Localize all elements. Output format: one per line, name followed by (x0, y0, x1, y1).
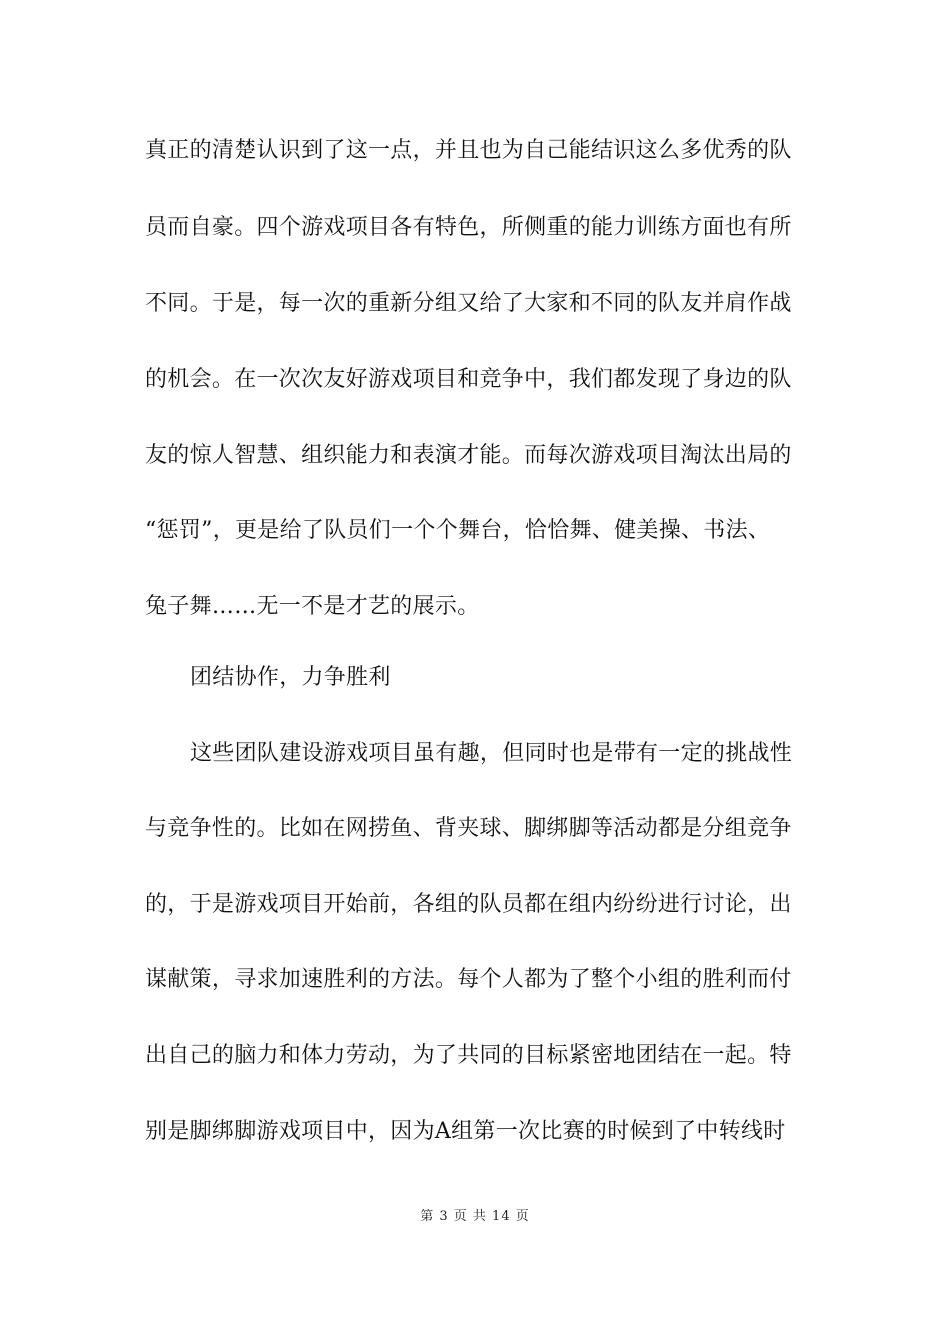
body-line-8: 这些团队建设游戏项目虽有趣，但同时也是带有一定的挑战性 (190, 741, 793, 766)
body-line-2: 员而自豪。四个游戏项目各有特色，所侧重的能力训练方面也有所 (145, 215, 792, 240)
body-line-11: 谋献策，寻求加速胜利的方法。每个人都为了整个小组的胜利而付 (145, 967, 792, 992)
body-line-3: 不同。于是，每一次的重新分组又给了大家和不同的队友并肩作战 (145, 291, 792, 316)
body-line-6: “惩罚”，更是给了队员们一个个舞台，恰恰舞、健美操、书法、 (145, 518, 771, 543)
body-line-5: 友的惊人智慧、组织能力和表演才能。而每次游戏项目淘汰出局的 (145, 443, 792, 468)
body-line-13: 别是脚绑脚游戏项目中，因为A组第一次比赛的时候到了中转线时 (145, 1119, 786, 1144)
body-line-9: 与竞争性的。比如在网捞鱼、背夹球、脚绑脚等活动都是分组竞争 (145, 816, 792, 841)
body-line-12: 出自己的脑力和体力劳动，为了共同的目标紧密地团结在一起。特 (145, 1043, 792, 1068)
body-line-10: 的，于是游戏项目开始前，各组的队员都在组内纷纷进行讨论，出 (145, 892, 792, 917)
section-heading: 团结协作，力争胜利 (190, 665, 391, 690)
body-line-4: 的机会。在一次次友好游戏项目和竞争中，我们都发现了身边的队 (145, 367, 792, 392)
body-line-7: 兔子舞……无一不是才艺的展示。 (145, 594, 480, 619)
page-number-footer: 第 3 页 共 14 页 (420, 1209, 530, 1224)
body-line-1: 真正的清楚认识到了这一点，并且也为自己能结识这么多优秀的队 (145, 138, 792, 163)
